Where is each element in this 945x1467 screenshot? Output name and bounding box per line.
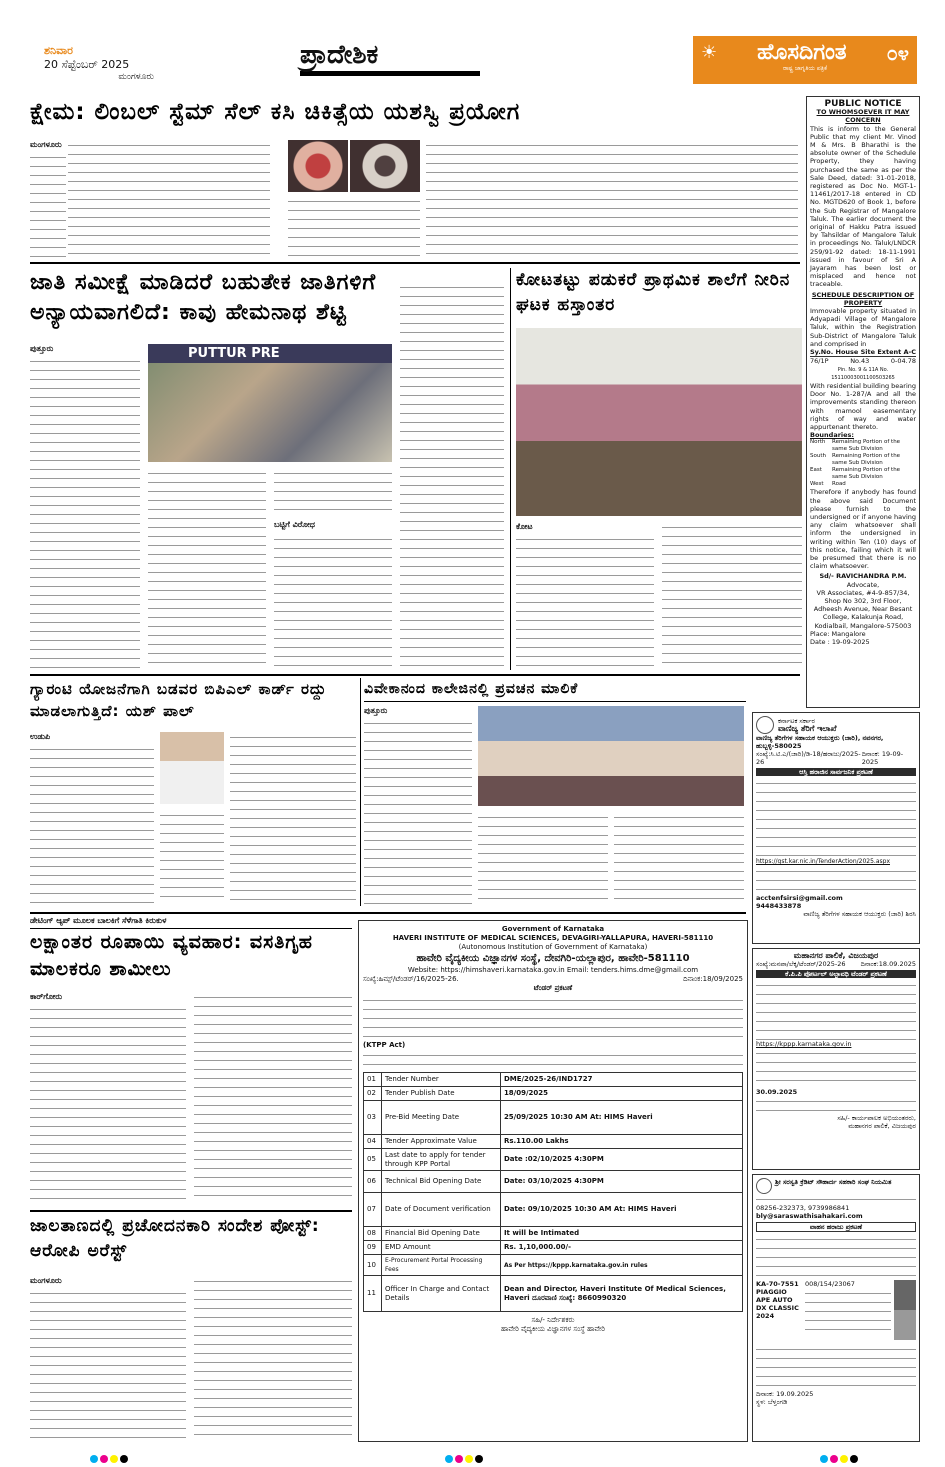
lecture-photo (478, 706, 744, 806)
bank-name: ಶ್ರೀ ಸರಸ್ವತಿ ಕ್ರೆಡಿಟ್ ಸೌಹಾರ್ದ ಸಹಕಾರಿ ಸಂಘ ನಿಯಮಿತ (775, 1178, 892, 1186)
story-headline: ಕೋಟತಟ್ಟು ಪಡುಕರೆ ಪ್ರಾಥಮಿಕ ಶಾಲೆಗೆ ನೀರಿನ ಘಟಕ ಹಸ್ತಾಂತರ (516, 270, 791, 315)
ref-line: ಸಂಖ್ಯೆ:ಸಿ.ಟಿ.ಎ/(ಜಾರಿ)/ಡಿ-18/ಹರಾಜು/2025-26 ದಿನಾಂಕ: 19-09-2025 (756, 750, 904, 766)
table-row: 09 EMD Amount Rs. 1,10,000.00/- (364, 1241, 743, 1255)
brand-tagline: ರಾಷ್ಟ್ರ ಜಾಗೃತಿಯ ಪತ್ರಿಕೆ (782, 65, 828, 72)
notice-closing: Therefore if anybody has found the above said Document please furnish to the undersigned or if anyone having any claim whatsoever shall inform the undersigned in writing within Ten (10) days of this notice, failing which it will be presumed that there is no claim whatsoever. (810, 488, 916, 571)
tender-kannada-title: ಹಾವೇರಿ ವೈದ್ಯಕೀಯ ವಿಜ್ಞಾನಗಳ ಸಂಸ್ಥೆ, ದೇವಗಿರಿ-ಯಲ್ಲಾಪುರ, ಹಾವೇರಿ-581110 (416, 953, 690, 964)
borrower-photo (894, 1280, 916, 1340)
divider (30, 262, 800, 264)
tender-sign-a: ಸಹಿ/- ನಿರ್ದೇಶಕರು (531, 1316, 575, 1324)
bank-email[interactable]: bly@saraswathisahakari.com (756, 1212, 863, 1220)
palike-body (756, 980, 916, 1040)
story-body-2 (148, 468, 266, 668)
story-water-unit (516, 268, 802, 670)
story-body (30, 744, 154, 904)
boundaries-title: Boundaries: (810, 431, 855, 440)
story-limbal (30, 96, 800, 256)
palike-body-2 (756, 1048, 916, 1088)
signer-name: Sd/- RAVICHANDRA P.M. (819, 572, 907, 581)
table-row: 04 Tender Approximate Value Rs.110.00 Lakhs (364, 1135, 743, 1149)
tender-govt: Government of Karnataka (501, 925, 605, 933)
schedule-table-row: 76/1P No.43 0-04.78 (810, 357, 916, 366)
story-body (68, 140, 270, 258)
ad-url[interactable]: https://gst.kar.nic.in/TenderAction/2025.aspx (756, 858, 890, 865)
bank-place: ಸ್ಥಳ: ಬೆಳ್ತಂಗಡಿ (756, 1398, 788, 1406)
divider (30, 1210, 352, 1212)
divider (360, 678, 361, 906)
boundary-row: West Road (810, 481, 846, 488)
dept-label: ವಾಣಿಜ್ಯ ತೆರಿಗೆ ಇಲಾಖೆ (778, 724, 837, 733)
haveri-tender-ad (358, 920, 748, 1442)
schedule-body: Immovable property situated in Adyapadi Village of Mangalore Taluk, within the Registration Sub-District of Mangalore Taluk and comprised in (810, 307, 916, 348)
story-body-2 (160, 810, 224, 904)
table-row: 01 Tender Number DME/2025-26/IND1727 (364, 1073, 743, 1087)
palike-sign-a: ಸಹಿ/- ಕಾರ್ಯಪಾಲಕ ಅಭಿಯಂತರರು, (837, 1114, 916, 1122)
palike-body-3 (756, 1096, 916, 1114)
palike-title: ಮಹಾನಗರ ಪಾಲಿಕೆ, ವಿಜಯಪುರ (793, 951, 879, 960)
story-body (30, 1288, 186, 1440)
bank-logo-icon (756, 1178, 772, 1194)
ad-email[interactable]: acctenfsirsi@gmail.com (756, 894, 843, 902)
notice-to: TO WHOMSOEVER IT MAY CONCERN (816, 108, 910, 125)
tender-notice: ಟೆಂಡರ್ ಪ್ರಕಟಣೆ (533, 984, 573, 992)
story-body (30, 356, 140, 668)
color-registration-marks (445, 1448, 485, 1467)
with-line: With residential building bearing Door No. 1-287/A and all the improvements standing thereon with mamool easementary rights of way and water appurtenant thereto. (810, 381, 916, 431)
notice-place: Place: Mangalore (810, 629, 866, 638)
notice-title: PUBLIC NOTICE (824, 99, 902, 109)
table-row: 03 Pre-Bid Meeting Date 25/09/2025 10:30 AM At: HIMS Haveri (364, 1101, 743, 1135)
story-body-2 (194, 1276, 352, 1440)
table-row: 08 Financial Bid Opening Date It will be Intimated (364, 1227, 743, 1241)
dateline: ಮಂಗಳೂರು (30, 1276, 62, 1285)
story-body-3 (230, 732, 356, 904)
office-label: ವಾಣಿಜ್ಯ ತೆರಿಗೆಗಳ ಸಹಾಯಕ ಆಯುಕ್ತರು (ಜಾರಿ), ನವನಗರ, ಹುಬ್ಬಳ್ಳಿ-580025 (756, 734, 884, 750)
story-bpl-card (30, 678, 356, 908)
table-row: 05 Last date to apply for tender through KPP Portal Date :02/10/2025 4:30PM (364, 1149, 743, 1171)
bank-auction-ad (752, 1174, 920, 1442)
story-headline: ವಿವೇಕಾನಂದ ಕಾಲೇಜಿನಲ್ಲಿ ಪ್ರವಚನ ಮಾಲಿಕೆ (364, 678, 746, 702)
govt-emblem-icon (756, 716, 774, 734)
story-body-2 (194, 992, 352, 1204)
dateline: ಮಂಗಳೂರು (30, 140, 62, 149)
story-headline: ಜಾತಿ ಸಮೀಕ್ಷೆ ಮಾಡಿದರೆ ಬಹುತೇಕ ಜಾತಿಗಳಿಗೆ ಅನ್ಯಾಯವಾಗಲಿದೆ: ಕಾವು ಹೇಮನಾಥ ಶೆಟ್ಟಿ (30, 270, 377, 325)
pin-line: Pin. No. 9 & 11A No. 15110003001100503265 (831, 366, 895, 381)
story-body-3 (274, 468, 392, 516)
section-title: ಪ್ರಾದೇಶಿಕ (300, 40, 480, 76)
bank-date: ದಿನಾಂಕ: 19.09.2025 (756, 1390, 814, 1398)
story-body-4 (274, 534, 392, 668)
kicker: ಡೇಟಿಂಗ್ ಆ್ಯಪ್ ಮೂಲಕ ಬಾಲಕಿಗೆ ಸೆಳೆಗಾತಿ ಕಿರುಕುಳ (30, 916, 352, 929)
loan-no: 008/154/23067 (805, 1280, 855, 1288)
date-label: 20 ಸೆಪ್ಟೆಂಬರ್ 2025 (44, 58, 130, 71)
date-block (44, 44, 154, 82)
story-vivekananda (364, 678, 746, 908)
story-body (364, 718, 472, 904)
school-photo (516, 328, 802, 516)
palike-sign-b: ಮಹಾನಗರ ಪಾಲಿಕೆ, ವಿಜಯಪುರ (848, 1122, 916, 1130)
ad-body-2 (756, 866, 916, 894)
story-body-cont (30, 152, 66, 258)
tender-institute: HAVERI INSTITUTE OF MEDICAL SCIENCES, DEVAGIRI-YALLAPURA, HAVERI-581110 (392, 934, 714, 942)
palike-banner: ಕೆ.ಪಿ.ಪಿ ಪೋರ್ಟಲ್ ಅಲ್ಪಾವಧಿ ಟೆಂಡರ್ ಪ್ರಕಟಣೆ (756, 970, 916, 978)
color-registration-marks (820, 1448, 860, 1467)
color-registration-marks (90, 1448, 130, 1467)
table-row: 10 E-Procurement Portal Processing Fees As Per https://kppp.karnataka.gov.in rules (364, 1255, 743, 1276)
boundary-row: South Remaining Portion of the same Sub Division (810, 453, 901, 467)
story-headline: ಕ್ಷೇಮ: ಲಿಂಬಲ್ ಸ್ಟೆಮ್ ಸೆಲ್ ಕಸಿ ಚಿಕಿತ್ಸೆಯ ಯಶಸ್ವಿ ಪ್ರಯೋಗ (30, 99, 521, 125)
palike-url[interactable]: https://kppp.karnataka.gov.in (756, 1040, 852, 1048)
tender-portal-note: (KTPP Act) (363, 1041, 406, 1049)
divider (510, 268, 511, 670)
tender-intro (363, 995, 743, 1039)
table-row: 06 Technical Bid Opening Date Date: 03/10/2025 4:30PM (364, 1171, 743, 1193)
schedule-table-head: Sy.No. House Site Extent A-C (810, 348, 916, 357)
borrower-details (805, 1288, 891, 1338)
dateline: ಪುತ್ತೂರು (30, 344, 54, 353)
page-number: ೦೪ (886, 40, 909, 65)
story-body-3 (614, 812, 744, 904)
eye-photo-1 (288, 140, 348, 192)
bank-body-2 (756, 1344, 916, 1390)
signer-address: VR Associates, #4-9-857/34, Shop No 302, 3rd Floor, Adheesh Avenue, Near Besant College, Kalakunja Road, Kodialbail, Mangalore-575003 (813, 588, 913, 630)
tender-website[interactable]: Website: https://himshaveri.karnataka.gov.in Email: tenders.hims.dme@gmail.com (407, 966, 699, 974)
palike-deadline: 30.09.2025 (756, 1088, 798, 1096)
vehicle-year: 2024 (756, 1312, 775, 1320)
story-body-2 (288, 196, 420, 258)
story-headline: ಲಕ್ಷಾಂತರ ರೂಪಾಯಿ ವ್ಯವಹಾರ: ವಸತಿಗೃಹ ಮಾಲಕರೂ ಶಾಮೀಲು (30, 931, 313, 980)
story-dating-app (30, 916, 352, 1206)
tender-sign-b: ಹಾವೇರಿ ವೈದ್ಯಕೀಯ ವಿಜ್ಞಾನಗಳ ಸಂಸ್ಥೆ ಹಾವೇರಿ (501, 1325, 605, 1333)
notice-date: Date : 19-09-2025 (810, 637, 870, 646)
story-body-3 (426, 140, 798, 258)
photo-banner: PUTTUR PRE (148, 344, 392, 363)
story-headline: ಜಾಲತಾಣದಲ್ಲಿ ಪ್ರಚೋದನಕಾರಿ ಸಂದೇಶ ಪೋಸ್ಟ್: ಆರೋಪಿ ಅರೆಸ್ಟ್ (30, 1216, 320, 1261)
lamp-icon: ☀ (701, 42, 718, 63)
notice-banner: ಆಸ್ತಿ ಹರಾಜಿನ ಸಾರ್ವಜನಿಕ ಪ್ರಕಟಣೆ (756, 768, 916, 776)
palike-tender-ad (752, 948, 920, 1170)
ad-sign: ವಾಣಿಜ್ಯ ತೆರಿಗೆಗಳ ಸಹಾಯಕ ಆಯುಕ್ತರು (ಜಾರಿ) ಶಿರಸಿ (803, 910, 916, 918)
ad-mobile: 9448433878 (756, 902, 802, 910)
dateline: ಕಾರ್‌ಗೋರು (30, 992, 63, 1001)
tax-auction-ad (752, 712, 920, 944)
govt-label: ಕರ್ನಾಟಕ ಸರ್ಕಾರ (778, 717, 815, 725)
tender-subtitle: (Autonomous Institution of Government of Karnataka) (458, 943, 648, 951)
story-provocative-post (30, 1214, 352, 1442)
day-label: ಶನಿವಾರ (44, 44, 73, 57)
eye-photo-2 (350, 140, 420, 192)
bank-body (756, 1234, 916, 1278)
bank-phone: 08256-232373, 9739986841 (756, 1204, 850, 1212)
table-row: 11 Officer In Charge and Contact Details Dean and Director, Haveri Institute Of Medical Sciences, Haveri ದೂರವಾಣಿ ಸಂಖ್ಯೆ: 8660990320 (364, 1276, 743, 1312)
brand-name: ಹೊಸದಿಗಂತ (757, 40, 847, 65)
table-row: 02 Tender Publish Date 18/09/2025 (364, 1087, 743, 1101)
vehicle-reg: KA-70-7551 (756, 1280, 799, 1288)
divider (30, 674, 800, 676)
tender-ref: ಸಂಖ್ಯೆ:ಹಿಮ್ಸ್/ಟೆಂಡರ್/16/2025-26. ದಿನಾಂಕ:18/09/2025 (363, 975, 743, 983)
boundaries-list (810, 439, 916, 488)
bank-address (756, 1194, 916, 1204)
portrait-photo (160, 732, 224, 804)
dateline: ಉಡುಪಿ (30, 732, 51, 741)
tender-table (363, 1072, 743, 1312)
subhead: ಬಟ್ಟಿಗೆ ವಿರೋಧ (274, 520, 315, 529)
story-caste-survey (30, 268, 506, 670)
table-row: 07 Date of Document verification Date: 09/10/2025 10:30 AM At: HIMS Haveri (364, 1193, 743, 1227)
public-notice (806, 96, 920, 708)
signer-role: Advocate, (846, 580, 880, 589)
press-meet-photo (148, 344, 392, 462)
tender-intro-2 (363, 1050, 743, 1068)
boundary-row: East Remaining Portion of the same Sub Division (810, 467, 901, 481)
auction-banner: ವಾಹನ ಹರಾಜು ಪ್ರಕಟಣೆ (756, 1222, 916, 1232)
divider (30, 912, 746, 914)
city-label: ಮಂಗಳೂರು (118, 72, 154, 82)
story-headline: ಗ್ಯಾರಂಟಿ ಯೋಜನೆಗಾಗಿ ಬಡವರ ಬಿಪಿಎಲ್ ಕಾರ್ಡ್ ರದ್ದು ಮಾಡಲಾಗುತ್ತಿದೆ: ಯಶ್ ಪಾಲ್ (30, 680, 327, 720)
story-body-2 (478, 812, 608, 904)
story-body (516, 534, 654, 668)
story-body (30, 1004, 186, 1204)
story-body-5 (400, 282, 504, 668)
dateline: ಪುತ್ತೂರು (364, 706, 388, 715)
palike-ref: ಸಂಖ್ಯೆ:ಮನಪಾ/ಲೆಕ್ಕ/ಟೆಂಡರ್/2025-26 ದಿನಾಂಕ:18.09.2025 (756, 960, 916, 968)
story-body-2 (662, 522, 802, 668)
boundary-row: North Remaining Portion of the same Sub Division (810, 439, 901, 453)
brand-box (693, 36, 917, 84)
dateline: ಕೋಟ (516, 522, 533, 531)
notice-body: This is inform to the General Public that my client Mr. Vinod M & Mrs. B Bharathi is the absolute owner of the Schedule Property, they having purchased the same as per the Sale Deed, dated: 31-01-2018, registered as Doc No. MGT-1-11461/2017-18 entered in CD No. MGTD620 of Book 1, before the Sub Registrar of Mangalore Taluk. The earlier document the original of Hakku Patra issued by Tahsildar of Mangalore Taluk in proceedings No. Taluk/LNDCR 259/91-92 dated: 18-11-1991 issued in favour of Sri A Jayaram has been lost or misplaced and hence not traceable. (810, 124, 916, 289)
vehicle-model: PIAGGIO APE AUTO DX CLASSIC (756, 1288, 799, 1312)
ad-body (756, 778, 916, 858)
masthead (0, 0, 945, 92)
schedule-title: SCHEDULE DESCRIPTION OF PROPERTY (811, 290, 915, 307)
